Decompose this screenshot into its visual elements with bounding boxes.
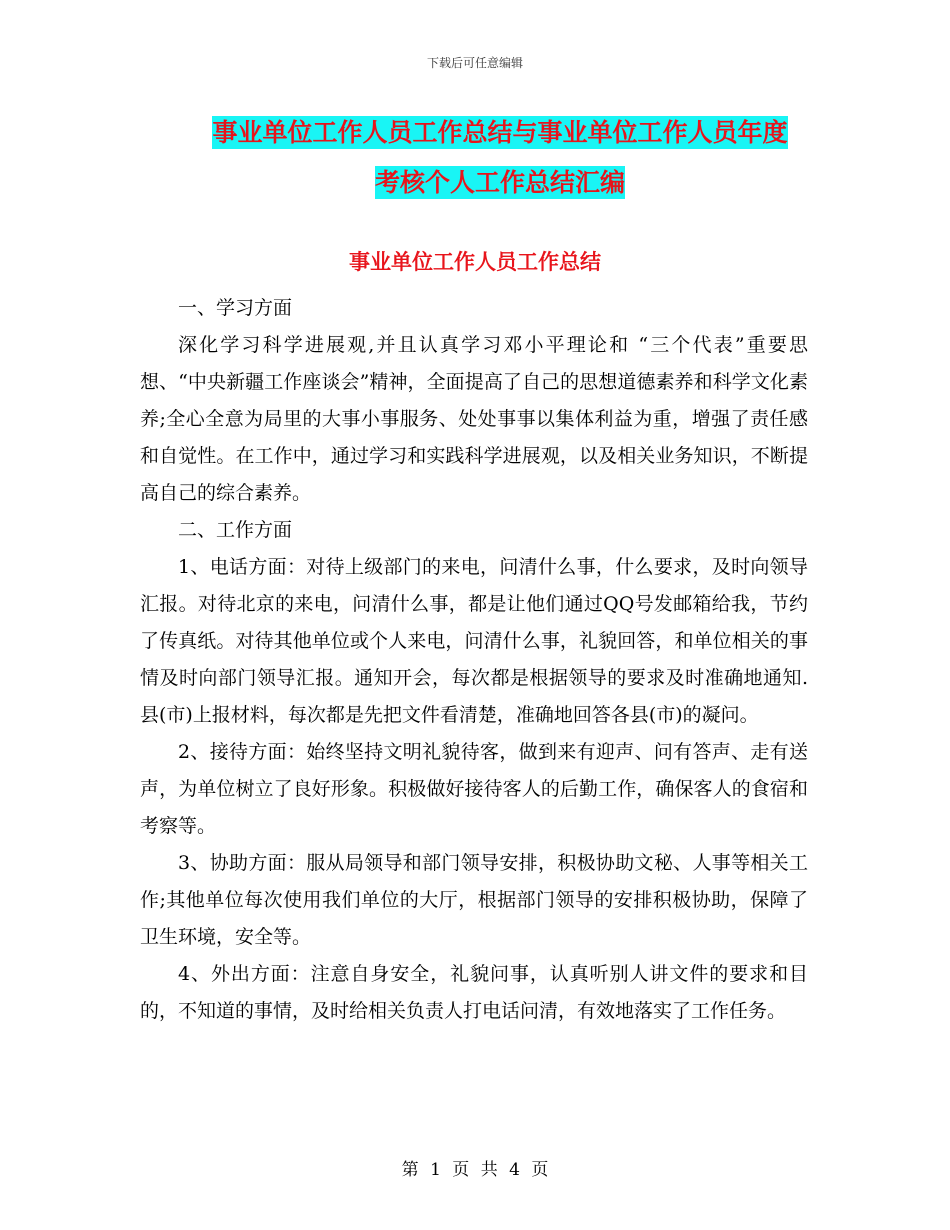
section-title: 事业单位工作人员工作总结	[349, 250, 601, 274]
paragraph-outing: 4、外出方面：注意自身安全，礼貌问事，认真听别人讲文件的要求和目的，不知道的事情，及时给相关负责人打电话问清，有效地落实了工作任务。	[140, 963, 808, 1022]
document-title-line-1: 事业单位工作人员工作总结与事业单位工作人员年度	[212, 118, 788, 147]
paragraph-phone: 1、电话方面：对待上级部门的来电，问清什么事，什么要求，及时向领导汇报。对待北京的来电，问清什么事，都是让他们通过QQ号发邮箱给我，节约了传真纸。对待其他单位或个人来电，问清什么事，礼貌回答，和单位相关的事情及时向部门领导汇报。通知开会，每次都是根据领导的要求及时准确地通知. 县(市)上报材料，每次都是先把文件看清楚，准确地回答各县(市)的凝问。	[140, 556, 808, 726]
paragraph-study-heading: 一、学习方面	[178, 297, 293, 319]
header-note: 下载后可任意编辑	[426, 56, 523, 70]
paragraph-assistance: 3、协助方面：服从局领导和部门领导安排，积极协助文秘、人事等相关工作;其他单位每次使用我们单位的大厅，根据部门领导的安排积极协助，保障了卫生环境，安全等。	[140, 852, 808, 948]
paragraph-reception: 2、接待方面：始终坚持文明礼貌待客，做到来有迎声、问有答声、走有送声，为单位树立了良好形象。积极做好接待客人的后勤工作，确保客人的食宿和考察等。	[140, 741, 808, 837]
document-title	[140, 108, 860, 208]
page-footer: 第 1 页 共 4 页	[401, 1160, 549, 1180]
body-text	[140, 290, 808, 1030]
document-title-line-2: 考核个人工作总结汇编	[374, 168, 625, 197]
paragraph-work-heading: 二、工作方面	[178, 519, 293, 541]
paragraph-study: 深化学习科学进展观,并且认真学习邓小平理论和 “三个代表”重要思想、“中央新疆工作座谈会”精神，全面提高了自己的思想道德素养和科学文化素养;全心全意为局里的大事小事服务、处处事事以集体利益为重，增强了责任感和自觉性。在工作中，通过学习和实践科学进展观，以及相关业务知识，不断提高自己的综合素养。	[140, 334, 808, 504]
